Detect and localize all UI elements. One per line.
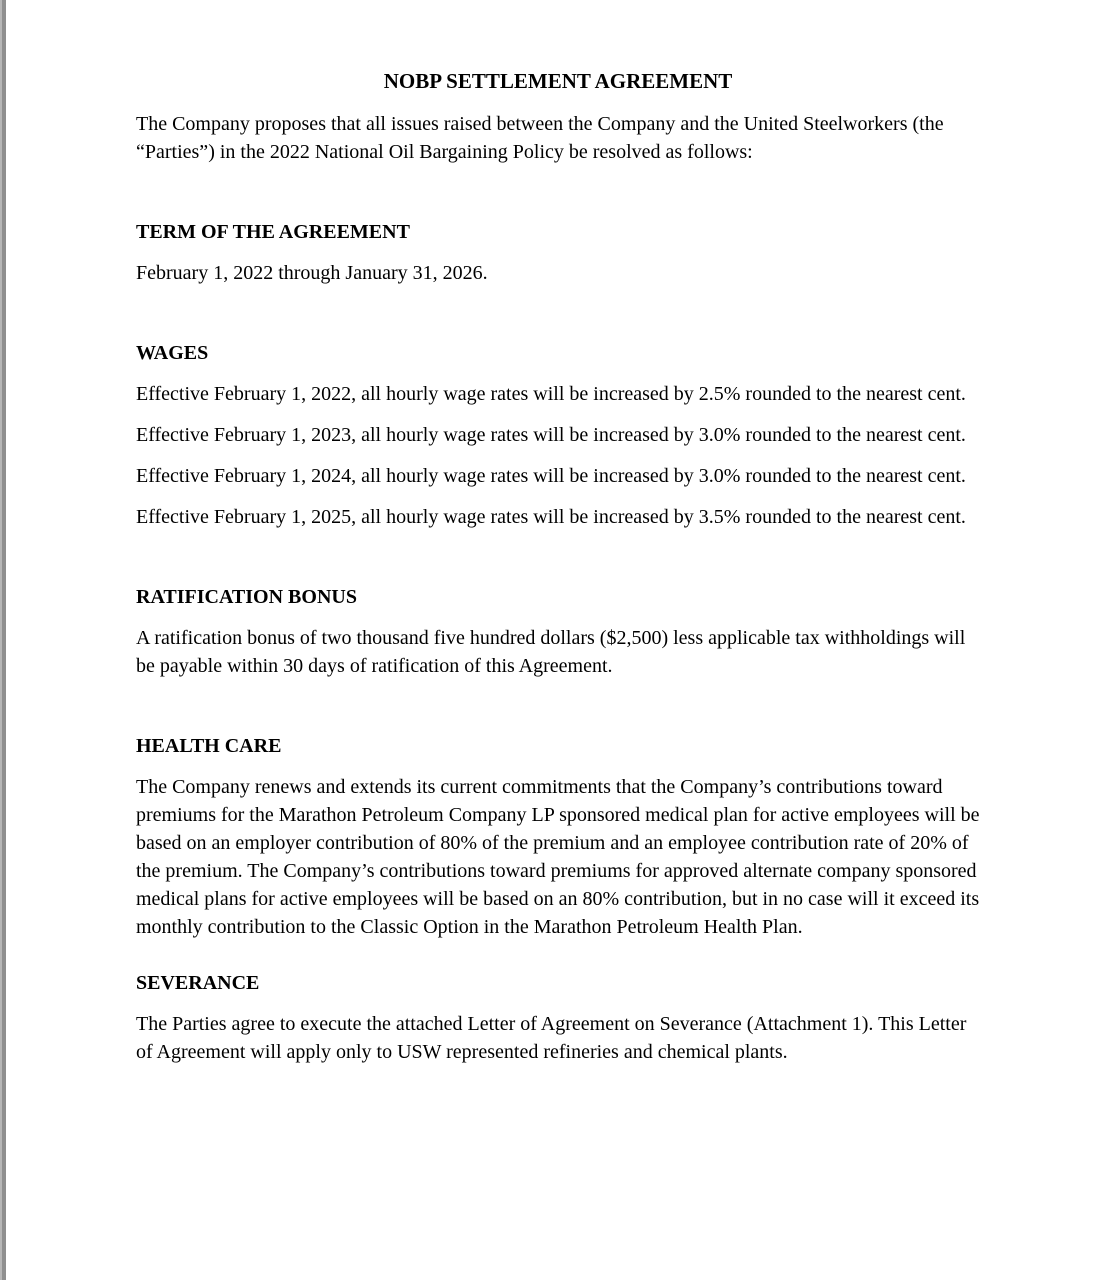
section-heading-ratification-bonus: RATIFICATION BONUS (136, 586, 357, 608)
paragraph-term: February 1, 2022 through January 31, 2026. (136, 262, 488, 284)
section-heading-wages: WAGES (136, 342, 209, 364)
paragraph-wages-2023: Effective February 1, 2023, all hourly wage rates will be increased by 3.0% rounded to the nearest cent. (136, 424, 966, 446)
paragraph-ratification-bonus: A ratification bonus of two thousand five hundred dollars ($2,500) less applicable tax withholdings will be payable within 30 days of ratification of this Agreement. (136, 627, 966, 677)
paragraph-wages-2025: Effective February 1, 2025, all hourly wage rates will be increased by 3.5% rounded to the nearest cent. (136, 506, 966, 528)
paragraph-wages-2022: Effective February 1, 2022, all hourly wage rates will be increased by 2.5% rounded to the nearest cent. (136, 383, 966, 405)
document-title: NOBP SETTLEMENT AGREEMENT (383, 69, 733, 93)
section-heading-term-of-the-agreement: TERM OF THE AGREEMENT (136, 221, 410, 243)
paragraph-health-care: The Company renews and extends its current commitments that the Company’s contributions toward premiums for the Marathon Petroleum Company LP sponsored medical plan for active employees will be based on an employer contribution of 80% of the premium and an employee contribution rate of 20% of the premium. The Company’s contributions toward premiums for approved alternate company sponsored medical plans for active employees will be based on an 80% contribution, but in no case will it exceed its monthly contribution to the Classic Option in the Marathon Petroleum Health Plan. (136, 776, 980, 938)
paragraph-severance: The Parties agree to execute the attached Letter of Agreement on Severance (Attachment 1). This Letter of Agreement will apply only to USW represented refineries and chemical plants. (136, 1013, 967, 1063)
intro-paragraph: The Company proposes that all issues raised between the Company and the United Steelworkers (the “Parties”) in the 2022 National Oil Bargaining Policy be resolved as follows: (136, 113, 944, 163)
page-edge-strip (0, 0, 6, 1280)
paragraph-wages-2024: Effective February 1, 2024, all hourly wage rates will be increased by 3.0% rounded to the nearest cent. (136, 465, 966, 487)
section-heading-health-care: HEALTH CARE (136, 735, 282, 757)
section-heading-severance: SEVERANCE (136, 972, 260, 994)
